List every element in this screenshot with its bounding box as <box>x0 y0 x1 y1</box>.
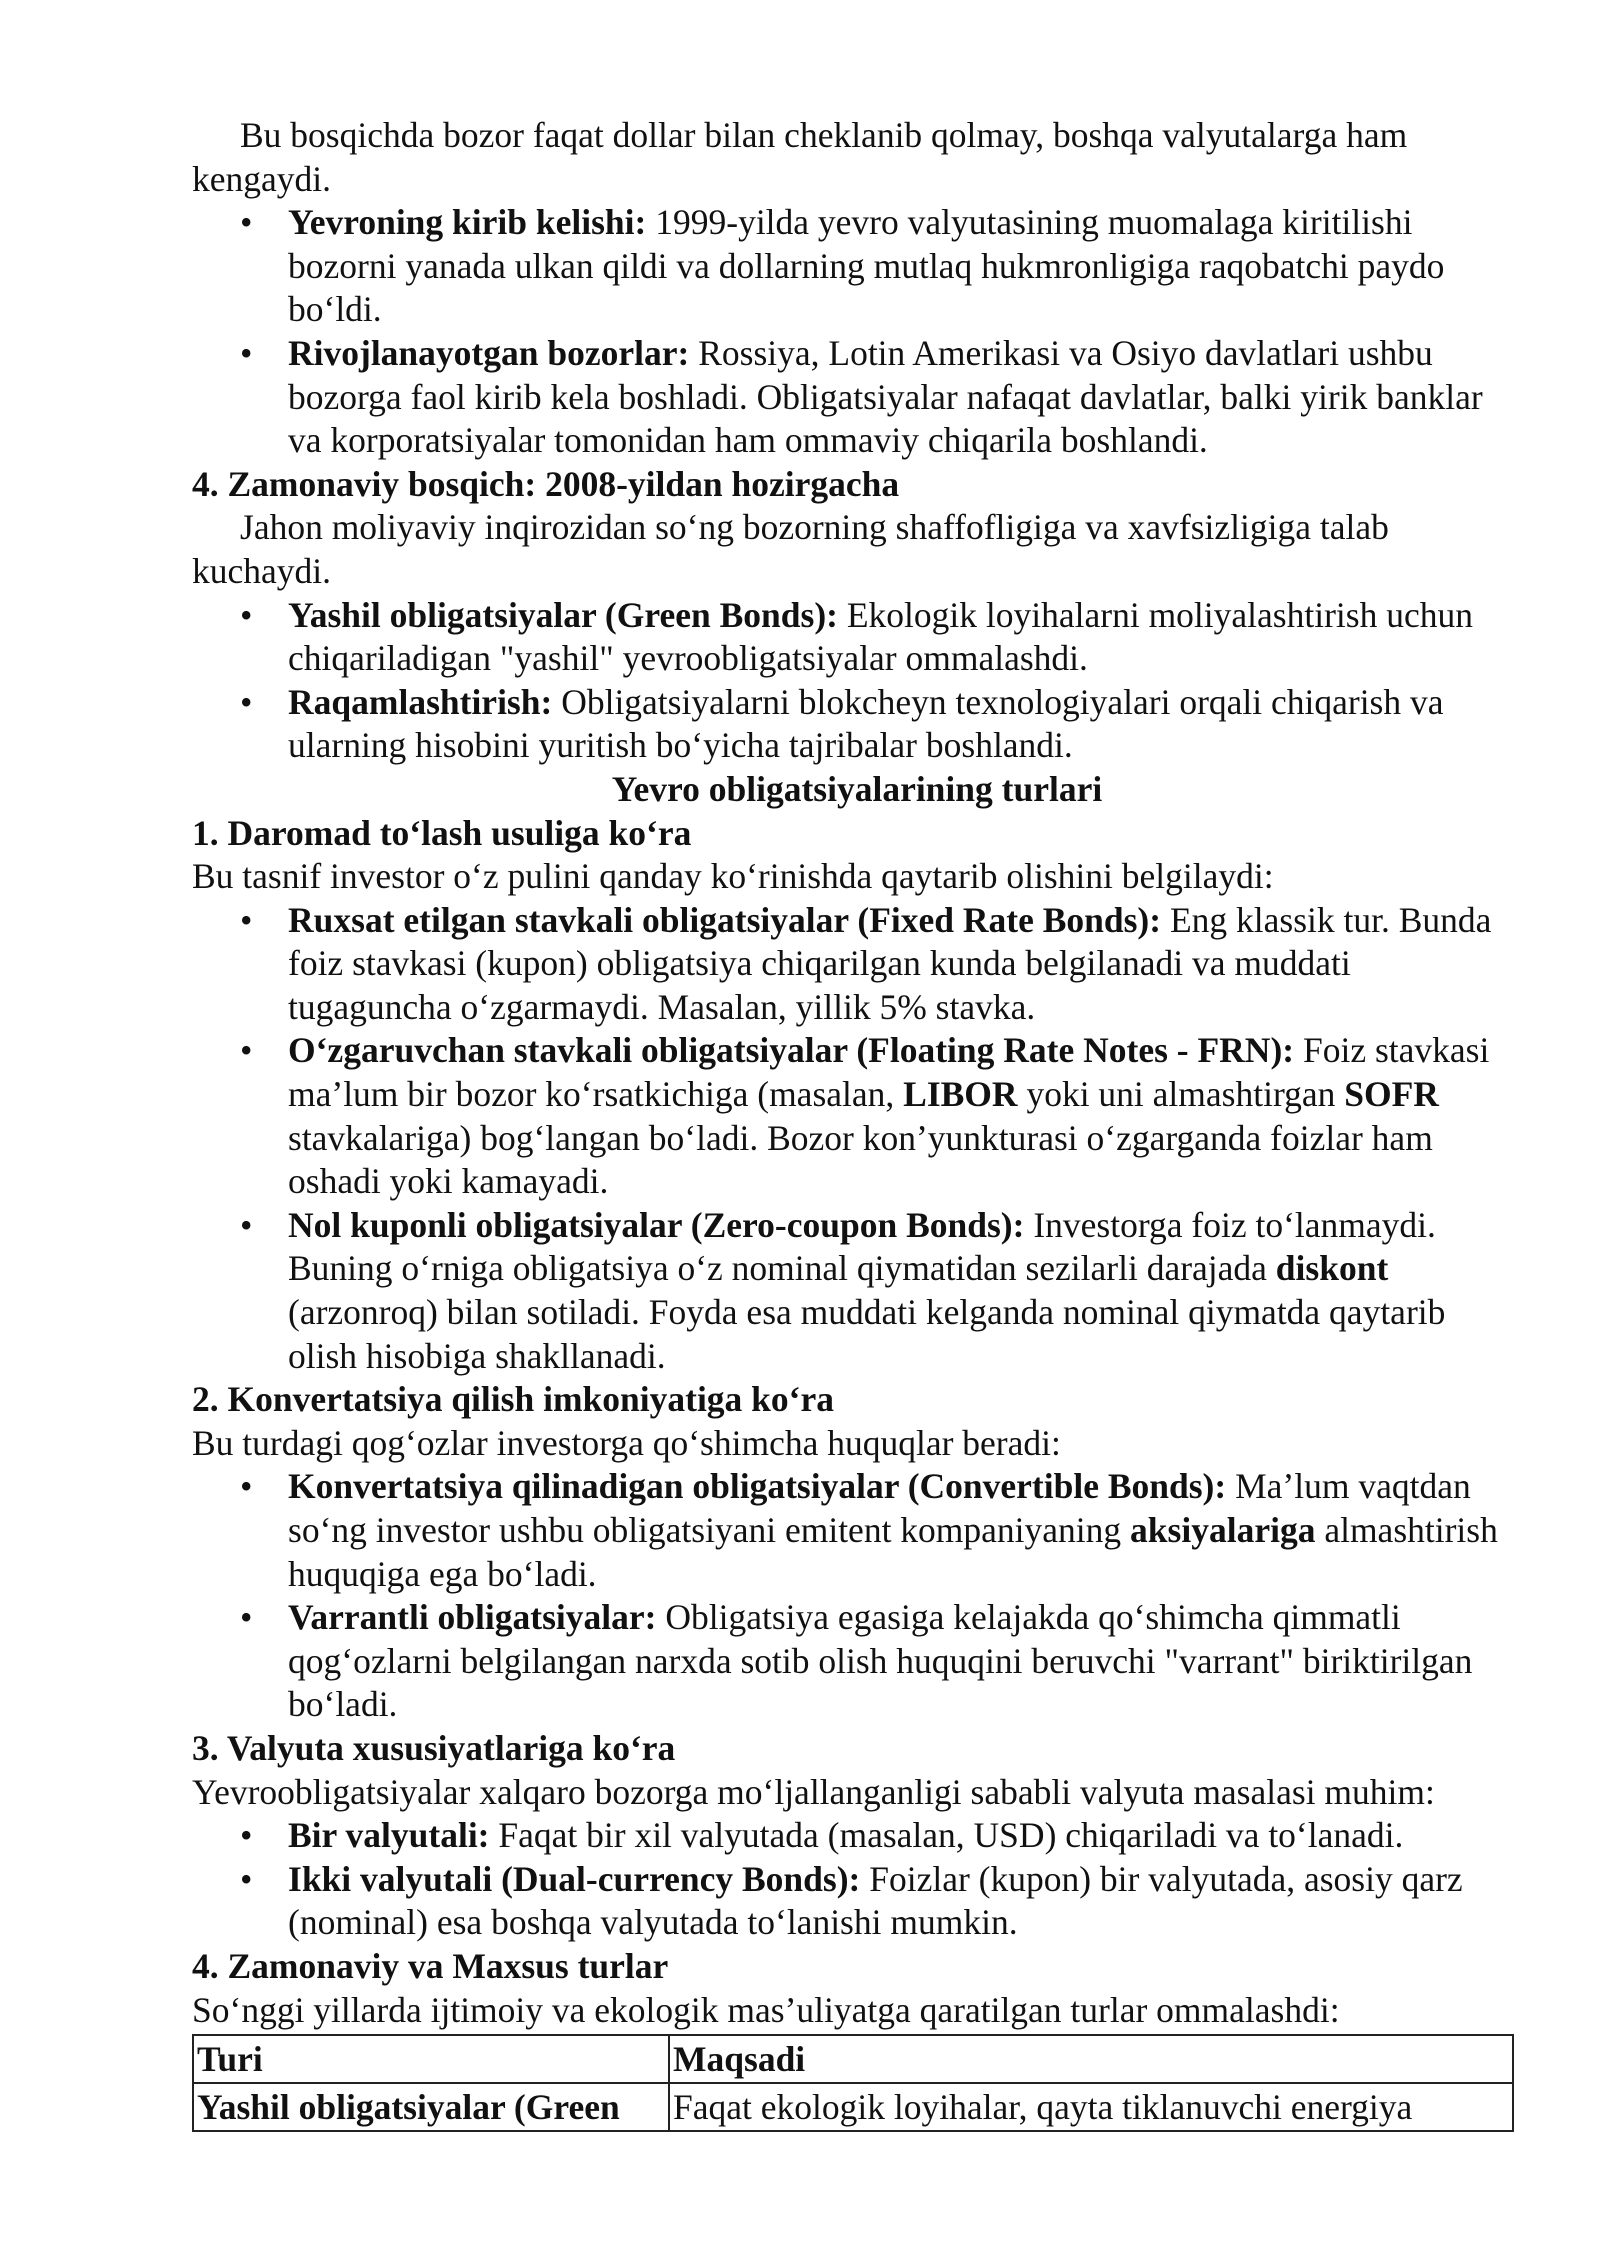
table-row <box>193 2083 1513 2131</box>
bullet-icon: • <box>240 202 253 243</box>
list-item: • Raqamlashtirish: Obligatsiyalarni blokcheyn texnologiyalari orqali chiqarish va ularning hisobini yuritish boʻyicha tajribalar boshlandi. <box>240 681 1444 766</box>
table-header-cell: Turi <box>193 2035 669 2083</box>
type3-list <box>192 1814 1522 1945</box>
list-item: • Bir valyutali: Faqat bir xil valyutada (masalan, USD) chiqariladi va toʻlanadi. <box>288 1814 1522 1858</box>
list-item: • Varrantli obligatsiyalar: Obligatsiya egasiga kelajakda qoʻshimcha qimmatli qogʻozlarni belgilangan narxda sotib olish huquqini beruvchi "varrant" biriktirilgan boʻladi. <box>240 1597 1473 1725</box>
list-item: • Rivojlanayotgan bozorlar: Rossiya, Lotin Amerikasi va Osiyo davlatlari ushbu bozorga faol kirib kela boshladi. Obligatsiyalar nafaqat davlatlar, balki yirik banklar va korporatsiyalar tomonidan ham ommaviy chiqarila boshlandi. <box>240 332 1483 461</box>
bullet-icon: • <box>240 1204 253 1245</box>
list-item: • Ikki valyutali (Dual-currency Bonds): Foizlar (kupon) bir valyutada, asosiy qarz (nominal) esa boshqa valyutada toʻlanishi mumkin. <box>240 1858 1463 1943</box>
type2-paragraph: Bu turdagi qogʻozlar investorga qoʻshimcha huquqlar beradi: <box>192 1422 1061 1463</box>
list-item: • Ruxsat etilgan stavkali obligatsiyalar (Fixed Rate Bonds): Eng klassik tur. Bunda foiz stavkasi (kupon) obligatsiya chiqarilgan kunda belgilanadi va muddati tugaguncha oʻzgarmaydi. Masalan, yillik 5% stavka. <box>240 899 1492 1027</box>
intro-list <box>192 201 1522 463</box>
type4-paragraph: Soʻnggi yillarda ijtimoiy va ekologik masʼuliyatga qaratilgan turlar ommalashdi: <box>192 1989 1340 2030</box>
type1-heading: 1. Daromad toʻlash usuliga koʻra <box>192 812 692 853</box>
list-item: • Yevroning kirib kelishi: 1999-yilda yevro valyutasining muomalaga kiritilishi bozorni yanada ulkan qildi va dollarning mutlaq hukmronligiga raqobatchi paydo boʻldi. <box>240 202 1445 330</box>
type4-heading: 4. Zamonaviy va Maxsus turlar <box>192 1945 669 1986</box>
list-item: • Konvertatsiya qilinadigan obligatsiyalar (Convertible Bonds): Maʼlum vaqtdan soʻng investor ushbu obligatsiyani emitent kompaniyaning aksiyalariga almashtirish huquqiga ega boʻladi. <box>240 1466 1498 1594</box>
types-table <box>192 2034 1514 2132</box>
type1-paragraph: Bu tasnif investor oʻz pulini qanday koʻrinishda qaytarib olishini belgilaydi: <box>192 856 1274 897</box>
table-header-cell: Maqsadi <box>669 2035 1513 2083</box>
table-cell: Faqat ekologik loyihalar, qayta tiklanuvchi energiya <box>669 2083 1513 2131</box>
section-title: Yevro obligatsiyalarining turlari <box>611 768 1103 809</box>
list-item: • Yashil obligatsiyalar (Green Bonds): Ekologik loyihalarni moliyalashtirish uchun chiqariladigan "yashil" yevroobligatsiyalar ommalashdi. <box>240 594 1473 679</box>
list-item: • Oʻzgaruvchan stavkali obligatsiyalar (Floating Rate Notes - FRN): Foiz stavkasi maʼlum bir bozor koʻrsatkichiga (masalan, LIBOR yoki uni almashtirgan SOFR stavkalariga) bogʻlangan boʻladi. Bozor konʼyunkturasi oʻzgarganda foizlar ham oshadi yoki kamayadi. <box>240 1030 1490 1202</box>
bullet-icon: • <box>240 681 253 722</box>
stage4-heading: 4. Zamonaviy bosqich: 2008-yildan hozirgacha <box>192 463 900 504</box>
type1-list <box>192 899 1522 1379</box>
bullet-icon: • <box>240 1466 253 1507</box>
intro-paragraph: Bu bosqichda bozor faqat dollar bilan cheklanib qolmay, boshqa valyutalarga ham kengaydi. <box>192 115 1408 199</box>
stage4-paragraph: Jahon moliyaviy inqirozidan soʻng bozorning shaffofligiga va xavfsizligiga talab kuchaydi. <box>192 507 1389 591</box>
type2-list <box>192 1465 1522 1727</box>
type3-heading: 3. Valyuta xususiyatlariga koʻra <box>192 1727 676 1768</box>
type2-heading: 2. Konvertatsiya qilish imkoniyatiga koʻra <box>192 1379 834 1420</box>
table-header-row <box>193 2035 1513 2083</box>
table-cell: Yashil obligatsiyalar (Green <box>193 2083 669 2131</box>
bullet-icon: • <box>240 899 253 940</box>
bullet-icon: • <box>240 594 253 635</box>
bullet-icon: • <box>240 332 253 373</box>
document-body <box>192 114 1522 2132</box>
list-item: • Nol kuponli obligatsiyalar (Zero-coupon Bonds): Investorga foiz toʻlanmaydi. Buning oʻrniga obligatsiya oʻz nominal qiymatidan sezilarli darajada diskont (arzonroq) bilan sotiladi. Foyda esa muddati kelganda nominal qiymatda qaytarib olish hisobiga shakllanadi. <box>240 1204 1446 1376</box>
bullet-icon: • <box>240 1597 253 1638</box>
bullet-icon: • <box>240 1030 253 1071</box>
type3-paragraph: Yevroobligatsiyalar xalqaro bozorga moʻljallanganligi sababli valyuta masalasi muhim: <box>192 1771 1435 1812</box>
stage4-list <box>192 594 1522 768</box>
bullet-icon: • <box>240 1815 253 1856</box>
bullet-icon: • <box>240 1858 253 1899</box>
